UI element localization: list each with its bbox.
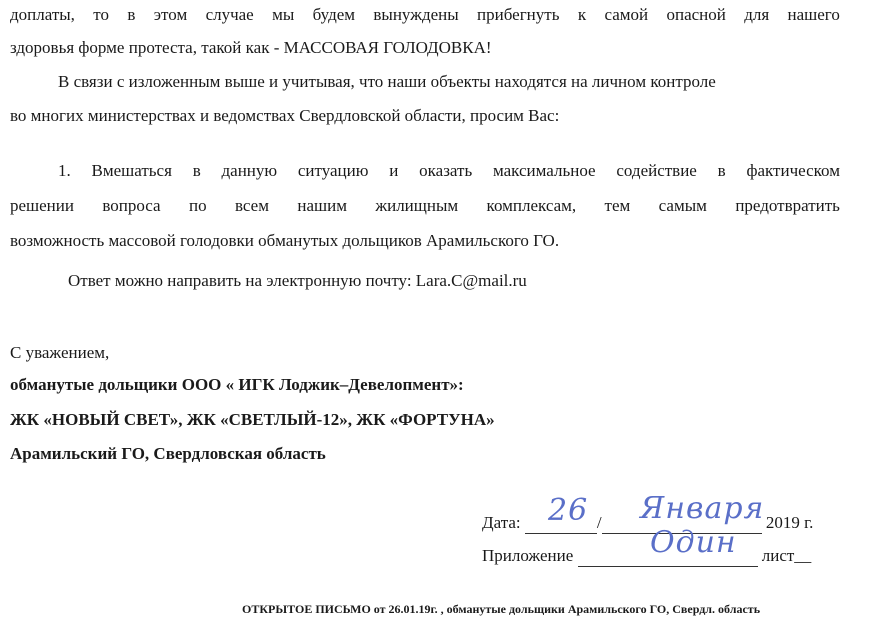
word: самым [658,196,707,215]
word: прибегнуть [477,5,560,24]
word: комплексам, [486,196,577,215]
word: опасной [666,5,726,24]
word: к [577,5,587,24]
paragraph-2-line-2: во многих министерствах и ведомствах Свердловской области, просим Вас: [10,106,560,125]
sender-line-3: Арамильский ГО, Свердловская область [10,444,326,463]
word: максимальное [492,161,596,180]
request-item-1-line-2 [10,195,840,217]
word: нашим [297,196,347,215]
paragraph-1-line-1 [10,4,840,26]
word: всем [235,196,269,215]
word: данную [221,161,278,180]
word: в [192,161,201,180]
word: предотвратить [735,196,840,215]
attachment-field [482,545,811,567]
word: мы [272,5,295,24]
word: в [717,161,726,180]
word: тем [604,196,631,215]
word: вынуждены [373,5,459,24]
word: нашего [787,5,840,24]
word: 1. [58,161,71,180]
word: в [127,5,136,24]
paragraph-1-line-2: здоровья форме протеста, такой как - МАССОВАЯ ГОЛОДОВКА! [10,38,492,57]
word: и [389,161,399,180]
closing: С уважением, [10,343,110,362]
word: оказать [419,161,473,180]
word: ситуацию [297,161,369,180]
paragraph-2-line-1: В связи с изложенным выше и учитывая, что наши объекты находятся на личном контроле [58,72,716,91]
sender-line-1: обманутые дольщики ООО « ИГК Лоджик–Девелопмент»: [10,375,464,394]
attachment-label: Приложение [482,546,574,565]
reply-note: Ответ можно направить на электронную почту: Lara.C@mail.ru [68,271,527,290]
word: по [189,196,207,215]
request-item-1-line-1 [58,160,840,182]
word: доплаты, [10,5,75,24]
word: вопроса [102,196,161,215]
year: 2019 г. [765,513,814,532]
word: жилищным [375,196,459,215]
word: то [93,5,110,24]
word: самой [604,5,649,24]
date-separator: / [596,513,602,532]
word: случае [205,5,254,24]
date-label: Дата: [482,513,521,532]
word: Вмешаться [91,161,172,180]
word: фактическом [746,161,840,180]
word: для [744,5,770,24]
handwritten-attachment-count: Один [650,525,737,560]
handwritten-day: 26 [548,493,589,528]
attachment-unit: лист__ [761,546,812,565]
word: содействие [616,161,697,180]
word: этом [153,5,188,24]
handwritten-month: Января [640,491,765,526]
word: решении [10,196,74,215]
footer-note: ОТКРЫТОЕ ПИСЬМО от 26.01.19г. , обманутые дольщики Арамильского ГО, Свердл. область [242,602,761,616]
word: будем [312,5,356,24]
sender-line-2: ЖК «НОВЫЙ СВЕТ», ЖК «СВЕТЛЫЙ-12», ЖК «ФОРТУНА» [10,410,495,429]
request-item-1-line-3: возможность массовой голодовки обманутых дольщиков Арамильского ГО. [10,231,560,250]
